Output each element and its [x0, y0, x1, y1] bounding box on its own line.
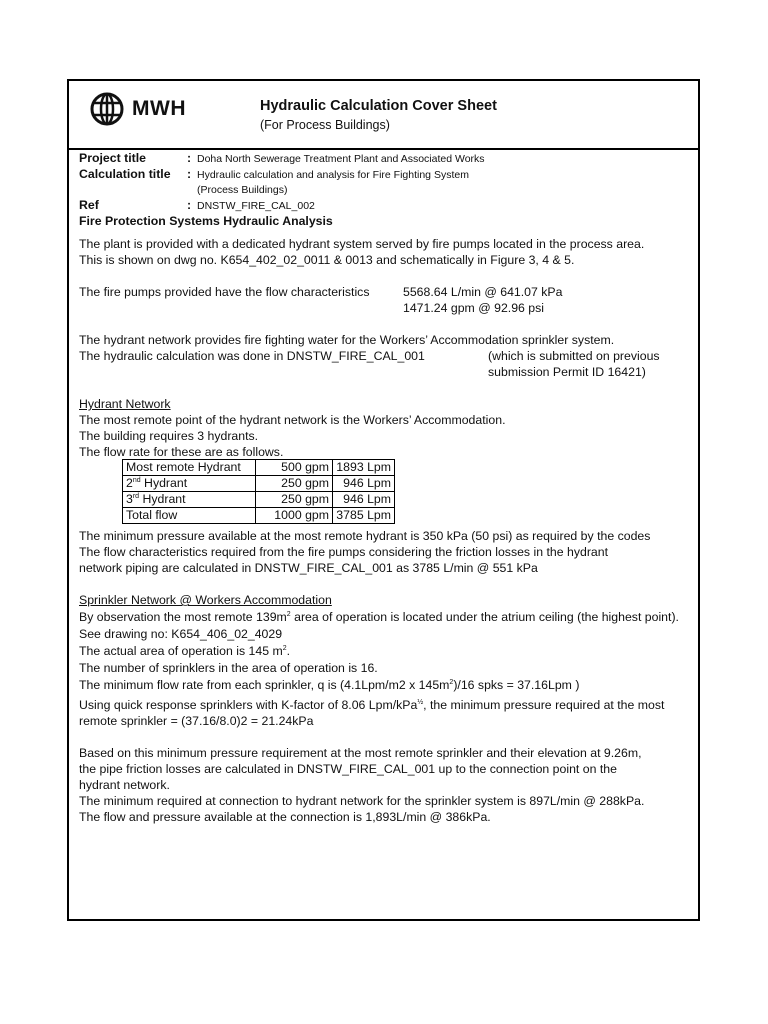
- table-row: [123, 460, 395, 476]
- submission-note: submission Permit ID 16421): [488, 365, 646, 379]
- paragraph-line: the pipe friction losses are calculated in DNSTW_FIRE_CAL_001 up to the connection point on the: [79, 762, 617, 776]
- header-divider: [67, 148, 700, 150]
- hydrant-cell: 3rd Hydrant: [123, 492, 256, 508]
- page-subtitle: (For Process Buildings): [260, 118, 390, 132]
- paragraph-line: See drawing no: K654_406_02_4029: [79, 627, 283, 641]
- hydrant-cell: Most remote Hydrant: [123, 460, 256, 476]
- paragraph-line: Using quick response sprinklers with K-factor of 8.06 Lpm/kPa$^{\frac{1}{2}}$, the minimum pressure required at the most: [79, 698, 665, 712]
- globe-icon: [90, 92, 124, 126]
- table-row: [123, 492, 395, 508]
- paragraph-line: remote sprinkler = (37.16/8.0)2 = 21.24kPa: [79, 714, 314, 728]
- hydrant-cell: 2nd Hydrant: [123, 476, 256, 492]
- lpm-cell: 3785 Lpm: [333, 508, 395, 524]
- colon: :: [187, 151, 192, 165]
- gpm-cell: 250 gpm: [256, 492, 333, 508]
- section-heading: Fire Protection Systems Hydraulic Analysis: [79, 214, 333, 228]
- paragraph-line: By observation the most remote $139m^2$ area of operation is located under the atrium ceiling (the highest point).: [79, 610, 679, 624]
- mwh-logo: [90, 92, 186, 126]
- paragraph-line: The flow rate for these are as follows.: [79, 445, 284, 459]
- calculation-title-label: Calculation title: [79, 167, 171, 181]
- project-title-value: Doha North Sewerage Treatment Plant and Associated Works: [197, 153, 485, 165]
- pumps-value-metric: 5568.64 L/min @ 641.07 kPa: [403, 285, 563, 299]
- table-row: [123, 476, 395, 492]
- pumps-value-imperial: 1471.24 gpm @ 92.96 psi: [403, 301, 545, 315]
- gpm-cell: 250 gpm: [256, 476, 333, 492]
- hydrant-heading: Hydrant Network: [79, 397, 171, 411]
- page-title: Hydraulic Calculation Cover Sheet: [260, 98, 497, 114]
- lpm-cell: 1893 Lpm: [333, 460, 395, 476]
- ref-value: DNSTW_FIRE_CAL_002: [197, 200, 315, 212]
- gpm-cell: 1000 gpm: [256, 508, 333, 524]
- logo-text: MWH: [132, 97, 186, 120]
- pumps-label: The fire pumps provided have the flow characteristics: [79, 285, 370, 299]
- paragraph-line: The number of sprinklers in the area of operation is 16.: [79, 661, 378, 675]
- paragraph-line: The hydraulic calculation was done in DNSTW_FIRE_CAL_001: [79, 349, 425, 363]
- table-row: [123, 508, 395, 524]
- sprinkler-heading: Sprinkler Network @ Workers Accommodation: [79, 593, 332, 607]
- paragraph-line: The minimum required at connection to hydrant network for the sprinkler system is 897L/min @ 288kPa.: [79, 794, 645, 808]
- paragraph-line: The flow and pressure available at the connection is 1,893L/min @ 386kPa.: [79, 810, 491, 824]
- paragraph-line: The building requires 3 hydrants.: [79, 429, 259, 443]
- gpm-cell: 500 gpm: [256, 460, 333, 476]
- project-title-label: Project title: [79, 151, 146, 165]
- colon: :: [187, 198, 192, 212]
- submission-note: (which is submitted on previous: [488, 349, 660, 363]
- paragraph-line: The most remote point of the hydrant network is the Workers’ Accommodation.: [79, 413, 506, 427]
- paragraph-line: hydrant network.: [79, 778, 170, 792]
- hydrant-flow-table: [122, 459, 395, 524]
- paragraph-line: The hydrant network provides fire fighting water for the Workers’ Accommodation sprinkler system.: [79, 333, 615, 347]
- paragraph-line: Based on this minimum pressure requirement at the most remote sprinkler and their elevation at 9.26m,: [79, 746, 642, 760]
- calculation-title-value: Hydraulic calculation and analysis for Fire Fighting System: [197, 169, 469, 181]
- paragraph-line: This is shown on dwg no. K654_402_02_0011 & 0013 and schematically in Figure 3, 4 & 5.: [79, 253, 575, 267]
- paragraph-line: network piping are calculated in DNSTW_FIRE_CAL_001 as 3785 L/min @ 551 kPa: [79, 561, 538, 575]
- paragraph-line: The flow characteristics required from the fire pumps considering the friction losses in the hydrant: [79, 545, 609, 559]
- paragraph-line: The minimum pressure available at the most remote hydrant is 350 kPa (50 psi) as required by the codes: [79, 529, 651, 543]
- paragraph-line: The minimum flow rate from each sprinkler, q is (4.1Lpm/m2 x $145m^2)/16$ spks = 37.16Lpm ): [79, 678, 580, 692]
- colon: :: [187, 167, 192, 181]
- ref-label: Ref: [79, 198, 99, 212]
- lpm-cell: 946 Lpm: [333, 492, 395, 508]
- paragraph-line: The plant is provided with a dedicated hydrant system served by fire pumps located in the process area.: [79, 237, 645, 251]
- hydrant-cell: Total flow: [123, 508, 256, 524]
- lpm-cell: 946 Lpm: [333, 476, 395, 492]
- paragraph-line: The actual area of operation is 145 $m^2$.: [79, 644, 291, 658]
- calculation-title-value-2: (Process Buildings): [197, 184, 288, 196]
